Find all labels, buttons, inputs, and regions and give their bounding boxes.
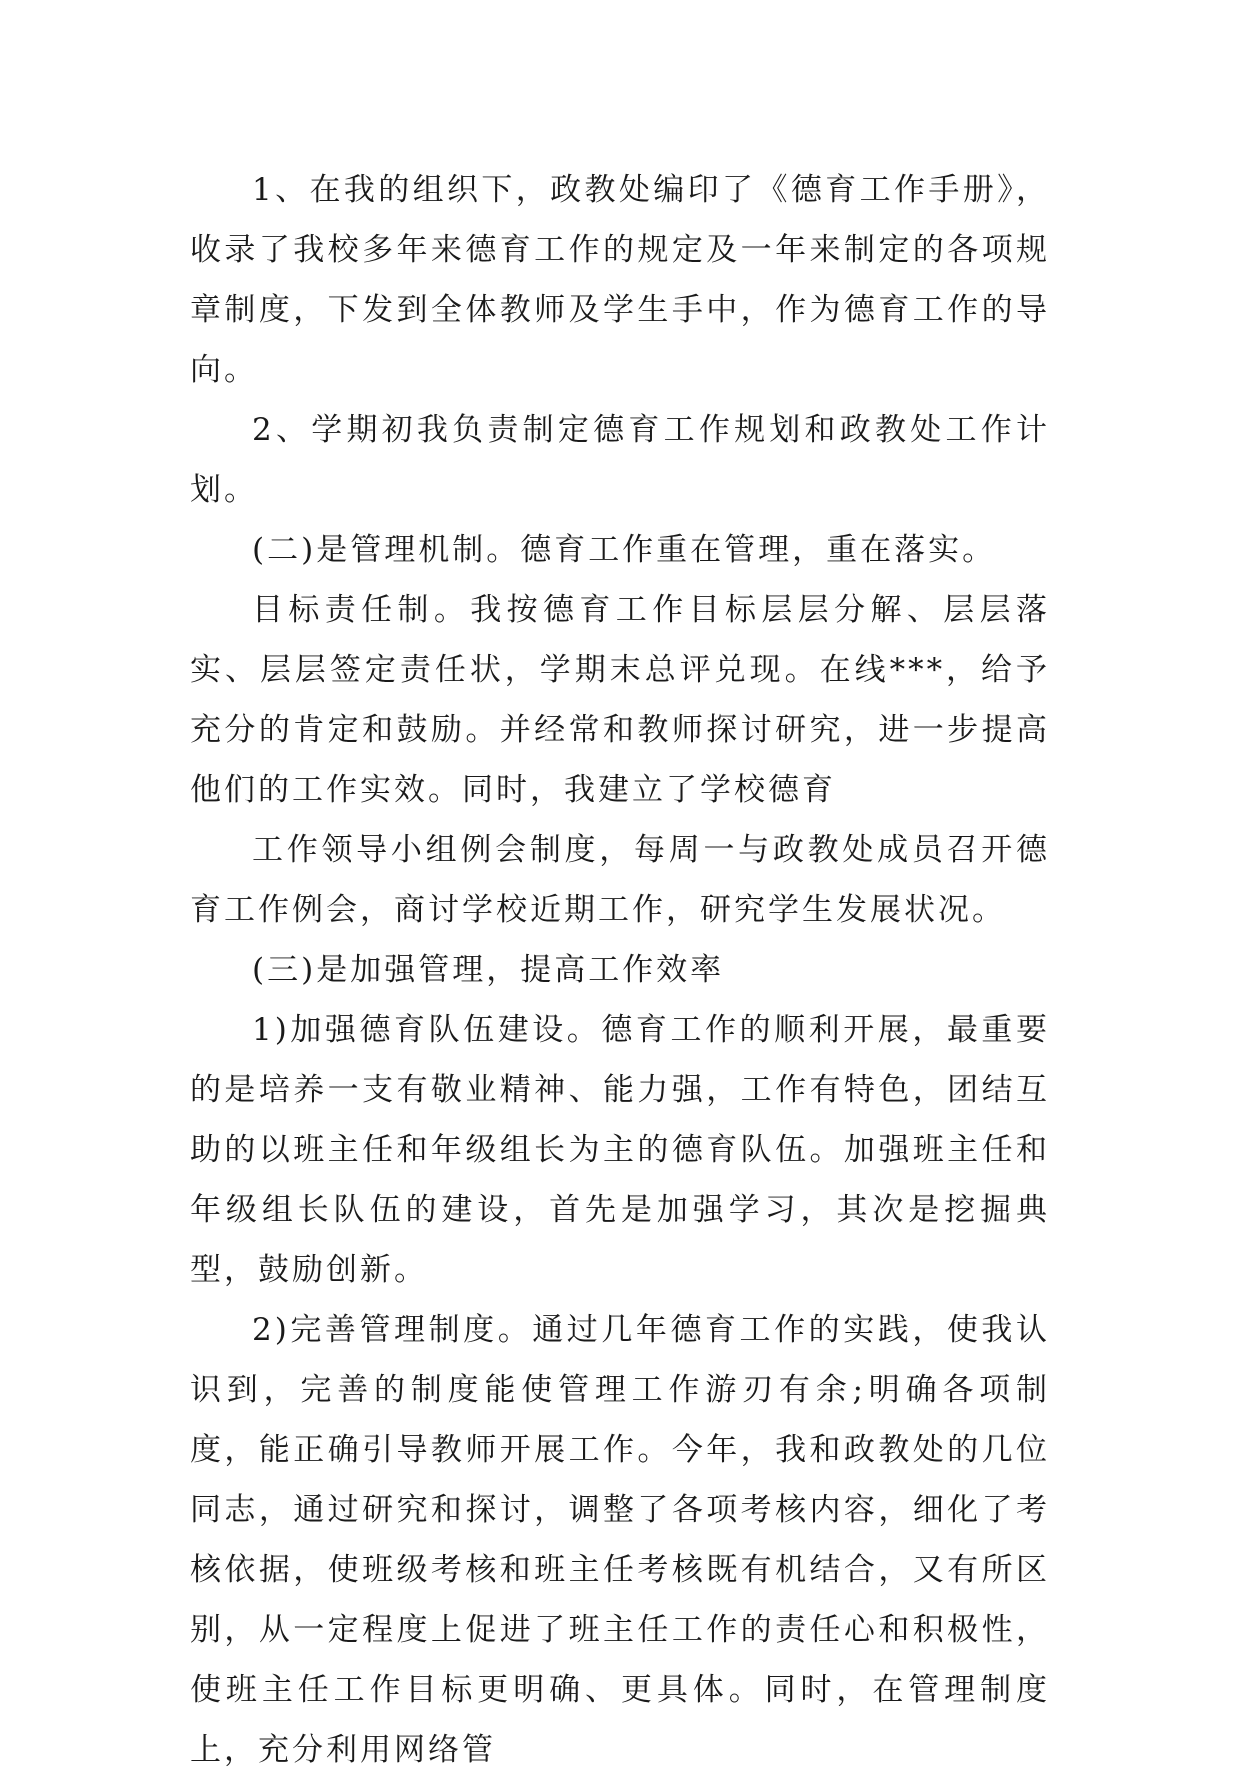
paragraph-improve-system: 2)完善管理制度。通过几年德育工作的实践，使我认识到，完善的制度能使管理工作游刃有余;明确各项制度，能正确引导教师开展工作。今年，我和政教处的几位同志，通过研究和探讨，调整了各项考核内容，细化了考核依据，使班级考核和班主任考核既有机结合，又有所区别，从一定程度上促进了班主任工作的责任心和积极性，使班主任工作目标更明确、更具体。同时，在管理制度上，充分利用网络管 bbox=[190, 1312, 1050, 1768]
paragraph-handbook: 1、在我的组织下，政教处编印了《德育工作手册》，收录了我校多年来德育工作的规定及一年来制定的各项规章制度，下发到全体教师及学生手中，作为德育工作的导向。 bbox=[190, 172, 1050, 388]
paragraph-plan: 2、学期初我负责制定德育工作规划和政教处工作计划。 bbox=[190, 412, 1050, 508]
paragraph-responsibility-system: 目标责任制。我按德育工作目标层层分解、层层落实、层层签定责任状，学期末总评兑现。在线***，给予充分的肯定和鼓励。并经常和教师探讨研究，进一步提高他们的工作实效。同时，我建立了学校德育 bbox=[190, 592, 1050, 808]
paragraph-strengthen-management: (三)是加强管理，提高工作效率 bbox=[252, 952, 725, 988]
paragraph-management-mechanism: (二)是管理机制。德育工作重在管理，重在落实。 bbox=[252, 532, 997, 568]
document-body bbox=[190, 160, 1050, 1780]
paragraph-weekly-meeting: 工作领导小组例会制度，每周一与政教处成员召开德育工作例会，商讨学校近期工作，研究学生发展状况。 bbox=[190, 832, 1050, 928]
paragraph-team-building: 1)加强德育队伍建设。德育工作的顺利开展，最重要的是培养一支有敬业精神、能力强，工作有特色，团结互助的以班主任和年级组长为主的德育队伍。加强班主任和年级组长队伍的建设，首先是加强学习，其次是挖掘典型，鼓励创新。 bbox=[190, 1012, 1050, 1288]
